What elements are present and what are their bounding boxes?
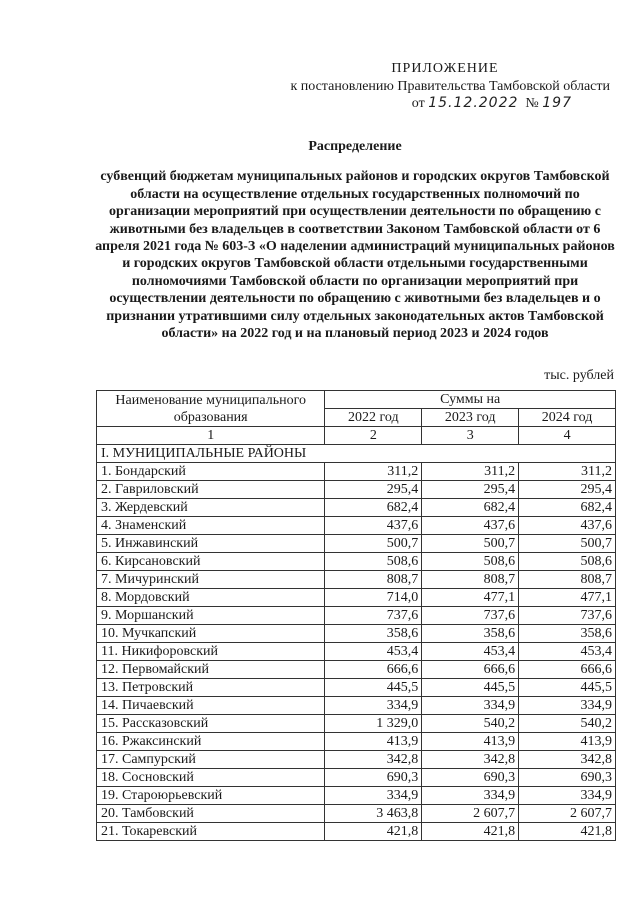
table-row [97,661,616,679]
amount-cell: 666,6 [325,661,422,679]
amount-cell: 477,1 [519,589,616,607]
amount-cell: 3 463,8 [325,805,422,823]
amount-cell: 413,9 [422,733,519,751]
amount-cell: 2 607,7 [519,805,616,823]
amount-cell: 500,7 [519,535,616,553]
table-row [97,535,616,553]
table-row [97,625,616,643]
amount-cell: 808,7 [422,571,519,589]
table-row [97,643,616,661]
amount-cell: 413,9 [519,733,616,751]
amount-cell: 737,6 [422,607,519,625]
amount-cell: 445,5 [519,679,616,697]
table-row [97,823,616,841]
amount-cell: 437,6 [325,517,422,535]
number-label: № [525,96,539,111]
table-row [97,787,616,805]
municipality-name: 3. Жердевский [97,499,325,517]
municipality-name: 20. Тамбовский [97,805,325,823]
amount-cell: 295,4 [325,481,422,499]
amount-cell: 334,9 [325,697,422,715]
amount-cell: 342,8 [519,751,616,769]
table-row [97,697,616,715]
amount-cell: 421,8 [422,823,519,841]
table-row [97,571,616,589]
amount-cell: 540,2 [519,715,616,733]
amount-cell: 453,4 [519,643,616,661]
municipality-name: 6. Кирсановский [97,553,325,571]
amount-cell: 334,9 [422,697,519,715]
table-row [97,463,616,481]
column-number: 1 [97,427,325,445]
municipality-name: 4. Знаменский [97,517,325,535]
appendix-title: ПРИЛОЖЕНИЕ [391,61,499,76]
table-row [97,499,616,517]
amount-cell: 334,9 [422,787,519,805]
amount-cell: 690,3 [325,769,422,787]
amount-cell: 666,6 [422,661,519,679]
municipality-name: 7. Мичуринский [97,571,325,589]
amount-cell: 508,6 [519,553,616,571]
amount-cell: 808,7 [325,571,422,589]
amount-cell: 295,4 [519,481,616,499]
unit-label: тыс. рублей [544,368,614,383]
municipality-name: 13. Петровский [97,679,325,697]
appendix-header [250,60,610,112]
amount-cell: 358,6 [519,625,616,643]
municipality-name: 5. Инжавинский [97,535,325,553]
amount-cell: 2 607,7 [422,805,519,823]
column-header-year: 2022 год [325,409,422,427]
table-row [97,751,616,769]
column-header-year: 2024 год [519,409,616,427]
amount-cell: 334,9 [519,697,616,715]
table-row [97,607,616,625]
municipality-name: 16. Ржаксинский [97,733,325,751]
amount-cell: 682,4 [519,499,616,517]
amount-cell: 445,5 [422,679,519,697]
amount-cell: 500,7 [422,535,519,553]
municipality-name: 10. Мучкапский [97,625,325,643]
amount-cell: 342,8 [325,751,422,769]
appendix-dateline [250,95,610,112]
municipality-name: 14. Пичаевский [97,697,325,715]
municipality-name: 12. Первомайский [97,661,325,679]
column-number: 4 [519,427,616,445]
amount-cell: 311,2 [325,463,422,481]
date-label: от [411,96,425,111]
amount-cell: 737,6 [519,607,616,625]
table-row [97,589,616,607]
heading-title: Распределение [308,139,402,154]
amount-cell: 358,6 [422,625,519,643]
municipality-name: 15. Рассказовский [97,715,325,733]
column-header-name: Наименование муниципального образования [97,391,325,427]
amount-cell: 808,7 [519,571,616,589]
municipality-name: 18. Сосновский [97,769,325,787]
heading-text: субвенций бюджетам муниципальных районов и городских округов Тамбовской области на осуществление отдельных государственных полномочий по организации мероприятий при осуществлении деятельности по обращению с животными без владельцев в соответствии Законом Тамбовской области от 6 апреля 2021 года № 603-З «О наделении администраций муниципальных районов и городских округов Тамбовской области отдельными государственными полномочиями Тамбовской области по организации мероприятий при осуществлении деятельности по обращению с животными без владельцев и о признании утратившими силу отдельных законодательных актов Тамбовской области» на 2022 год и на плановый период 2023 и 2024 годов [95,169,615,342]
amount-cell: 453,4 [422,643,519,661]
section-row: I. МУНИЦИПАЛЬНЫЕ РАЙОНЫ [97,445,616,463]
amount-cell: 437,6 [519,517,616,535]
municipality-name: 21. Токаревский [97,823,325,841]
resolution-date: 15.12.2022 [428,95,519,111]
municipality-name: 8. Мордовский [97,589,325,607]
amount-cell: 714,0 [325,589,422,607]
document-heading [95,138,615,342]
table-row [97,715,616,733]
column-header-sums: Суммы на [325,391,616,409]
column-number: 2 [325,427,422,445]
amount-cell: 413,9 [325,733,422,751]
resolution-number: 197 [542,95,572,111]
municipality-name: 1. Бондарский [97,463,325,481]
subsidy-table [96,390,616,841]
amount-cell: 311,2 [422,463,519,481]
amount-cell: 477,1 [422,589,519,607]
table-row [97,517,616,535]
amount-cell: 508,6 [422,553,519,571]
municipality-name: 9. Моршанский [97,607,325,625]
table-row [97,769,616,787]
municipality-name: 19. Староюрьевский [97,787,325,805]
municipality-name: 17. Сампурский [97,751,325,769]
amount-cell: 421,8 [519,823,616,841]
appendix-resolution: к постановлению Правительства Тамбовской области [290,79,610,94]
amount-cell: 1 329,0 [325,715,422,733]
municipality-name: 11. Никифоровский [97,643,325,661]
table-row [97,805,616,823]
amount-cell: 295,4 [422,481,519,499]
amount-cell: 682,4 [422,499,519,517]
amount-cell: 334,9 [519,787,616,805]
municipality-name: 2. Гавриловский [97,481,325,499]
amount-cell: 737,6 [325,607,422,625]
column-header-year: 2023 год [422,409,519,427]
amount-cell: 453,4 [325,643,422,661]
table-row [97,679,616,697]
amount-cell: 690,3 [519,769,616,787]
amount-cell: 358,6 [325,625,422,643]
amount-cell: 508,6 [325,553,422,571]
amount-cell: 342,8 [422,751,519,769]
amount-cell: 421,8 [325,823,422,841]
amount-cell: 445,5 [325,679,422,697]
amount-cell: 666,6 [519,661,616,679]
table-row [97,733,616,751]
amount-cell: 540,2 [422,715,519,733]
amount-cell: 682,4 [325,499,422,517]
amount-cell: 311,2 [519,463,616,481]
amount-cell: 334,9 [325,787,422,805]
amount-cell: 437,6 [422,517,519,535]
amount-cell: 690,3 [422,769,519,787]
table-row [97,481,616,499]
column-number: 3 [422,427,519,445]
table-row [97,553,616,571]
amount-cell: 500,7 [325,535,422,553]
